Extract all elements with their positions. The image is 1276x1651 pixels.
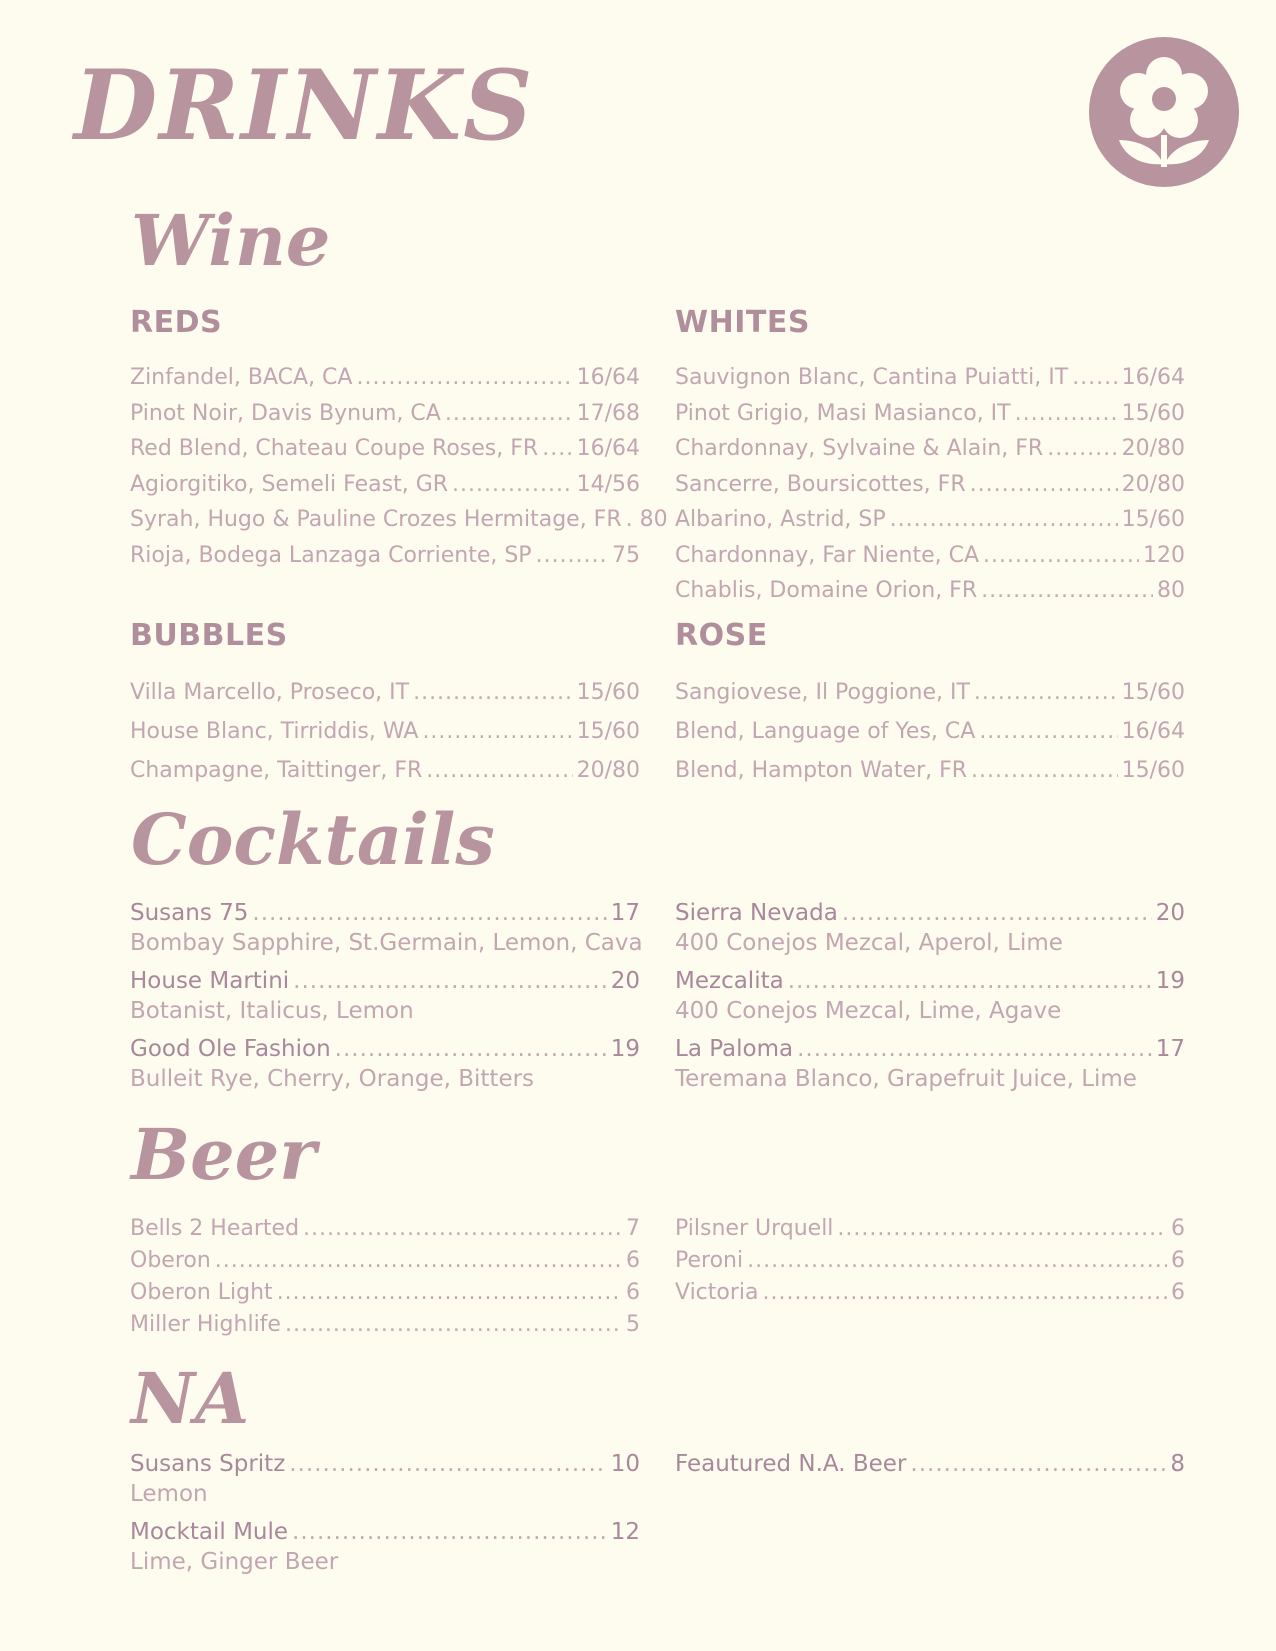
dot-leader xyxy=(979,712,1117,751)
item-name: Pilsner Urquell xyxy=(675,1216,834,1241)
menu-item xyxy=(130,396,640,432)
item-name: Victoria xyxy=(675,1280,759,1305)
item-price: 15/60 xyxy=(1121,758,1185,783)
cocktails-right xyxy=(675,898,1185,1102)
dot-leader xyxy=(426,751,572,790)
item-name: Albarino, Astrid, SP xyxy=(675,507,886,532)
item-price: 16/64 xyxy=(1121,719,1185,744)
menu-item xyxy=(130,966,640,1027)
dot-leader xyxy=(970,467,1118,503)
menu-item xyxy=(675,673,1185,712)
item-price: 17 xyxy=(610,900,640,926)
item-price: 19 xyxy=(1155,968,1185,994)
menu-item-row xyxy=(675,467,1185,503)
rose-category xyxy=(675,618,1185,790)
menu-item-row xyxy=(675,502,1185,538)
item-name: House Martini xyxy=(130,968,290,994)
menu-item xyxy=(675,1277,1185,1309)
menu-item xyxy=(130,1034,640,1095)
item-list xyxy=(675,1213,1185,1309)
item-name: Miller Highlife xyxy=(130,1312,281,1337)
item-name: Blend, Hampton Water, FR xyxy=(675,758,968,783)
menu-item-row xyxy=(130,1034,640,1064)
menu-item-row xyxy=(675,1277,1185,1309)
menu-item-row xyxy=(675,966,1185,996)
menu-item xyxy=(130,1277,640,1309)
menu-item xyxy=(130,1309,640,1341)
menu-item-row xyxy=(130,1213,640,1245)
menu-item-row xyxy=(130,1449,640,1479)
menu-item xyxy=(130,431,640,467)
dot-leader xyxy=(445,396,573,432)
menu-item xyxy=(130,360,640,396)
dot-leader xyxy=(981,573,1153,609)
item-name: Villa Marcello, Proseco, IT xyxy=(130,680,410,705)
dot-leader xyxy=(1047,431,1117,467)
menu-item-row xyxy=(130,502,668,538)
category-heading: BUBBLES xyxy=(130,618,288,653)
menu-item xyxy=(130,712,640,751)
menu-item-row xyxy=(130,751,640,790)
item-price: 19 xyxy=(610,1036,640,1062)
category-heading: REDS xyxy=(130,305,223,340)
page-title: DRINKS xyxy=(74,49,535,162)
dot-leader xyxy=(837,1213,1167,1245)
item-price: 80 xyxy=(639,507,668,532)
item-name: Zinfandel, BACA, CA xyxy=(130,365,353,390)
na-right xyxy=(675,1449,1185,1486)
dot-leader xyxy=(536,538,608,574)
menu-item xyxy=(675,573,1185,609)
section-title-na: NA xyxy=(131,1357,250,1440)
menu-item xyxy=(130,502,668,538)
menu-item-row xyxy=(130,1517,640,1547)
menu-item xyxy=(675,431,1185,467)
dot-leader xyxy=(747,1245,1167,1277)
item-description: Teremana Blanco, Grapefruit Juice, Lime xyxy=(675,1066,1137,1092)
dot-leader xyxy=(983,538,1139,574)
item-price: 20/80 xyxy=(576,758,640,783)
item-price: 17 xyxy=(1155,1036,1185,1062)
menu-item-row xyxy=(675,712,1185,751)
dot-leader xyxy=(422,712,572,751)
item-price: 6 xyxy=(626,1248,640,1273)
item-price: 14/56 xyxy=(576,471,640,497)
menu-item xyxy=(675,360,1185,396)
item-price: 16/64 xyxy=(576,436,640,461)
item-price: 20/80 xyxy=(1121,436,1185,461)
menu-item-row xyxy=(130,360,640,396)
beer-left xyxy=(130,1213,640,1341)
dot-leader xyxy=(842,898,1152,928)
menu-item xyxy=(130,1213,640,1245)
item-name: Sauvignon Blanc, Cantina Puiatti, IT xyxy=(675,365,1069,390)
item-name: Bells 2 Hearted xyxy=(130,1216,300,1241)
menu-item xyxy=(675,1034,1185,1095)
dot-leader xyxy=(971,751,1118,790)
item-name: Pinot Noir, Davis Bynum, CA xyxy=(130,400,441,426)
item-price: 5 xyxy=(626,1312,640,1337)
item-description: 400 Conejos Mezcal, Lime, Agave xyxy=(675,998,1062,1024)
menu-item-row xyxy=(130,538,640,574)
dot-leader xyxy=(285,1309,622,1341)
item-description: Bombay Sapphire, St.Germain, Lemon, Cava xyxy=(130,930,643,956)
item-list xyxy=(675,360,1185,609)
item-name: Mocktail Mule xyxy=(130,1519,289,1545)
menu-item xyxy=(675,1449,1185,1479)
item-name: Chardonnay, Sylvaine & Alain, FR xyxy=(675,436,1044,461)
menu-item-row xyxy=(130,396,640,432)
menu-item-row xyxy=(130,673,640,712)
menu-item xyxy=(675,467,1185,503)
dot-leader xyxy=(797,1034,1152,1064)
item-description: Bulleit Rye, Cherry, Orange, Bitters xyxy=(130,1066,535,1092)
item-name: Red Blend, Chateau Coupe Roses, FR xyxy=(130,436,539,461)
dot-leader xyxy=(252,898,606,928)
menu-item-row xyxy=(130,1309,640,1341)
menu-item-row xyxy=(130,712,640,751)
dot-leader xyxy=(356,360,572,396)
dot-leader xyxy=(292,1517,607,1547)
item-name: Pinot Grigio, Masi Masianco, IT xyxy=(675,400,1011,426)
item-description: Lemon xyxy=(130,1481,208,1507)
item-price: 6 xyxy=(1171,1216,1185,1241)
item-name: Blend, Language of Yes, CA xyxy=(675,719,976,744)
section-title-cocktails: Cocktails xyxy=(131,798,495,881)
item-price: 15/60 xyxy=(576,680,640,705)
dot-leader xyxy=(335,1034,607,1064)
item-price: 15/60 xyxy=(576,719,640,744)
menu-item xyxy=(130,898,643,959)
beer-right xyxy=(675,1213,1185,1309)
item-name: Chablis, Domaine Orion, FR xyxy=(675,578,978,603)
item-name: Oberon Light xyxy=(130,1280,273,1305)
dot-leader xyxy=(452,467,573,503)
category-heading: ROSE xyxy=(675,618,768,653)
item-name: Susans 75 xyxy=(130,900,249,926)
menu-item xyxy=(130,1517,640,1578)
reds-category xyxy=(130,305,668,573)
item-name: Susans Spritz xyxy=(130,1451,286,1477)
item-name: Sancerre, Boursicottes, FR xyxy=(675,471,966,497)
menu-item-row xyxy=(130,467,640,503)
item-name: Rioja, Bodega Lanzaga Corriente, SP xyxy=(130,542,532,568)
menu-item xyxy=(675,1245,1185,1277)
menu-item xyxy=(130,1449,640,1510)
item-description: 400 Conejos Mezcal, Aperol, Lime xyxy=(675,930,1063,956)
item-price: 16/64 xyxy=(576,365,640,390)
menu-item-row xyxy=(675,396,1185,432)
menu-item-row xyxy=(130,431,640,467)
item-name: Agiorgitiko, Semeli Feast, GR xyxy=(130,471,449,497)
item-name: Good Ole Fashion xyxy=(130,1036,331,1062)
dot-leader xyxy=(890,502,1118,538)
item-price: 20/80 xyxy=(1121,471,1185,497)
menu-item xyxy=(675,396,1185,432)
menu-item xyxy=(675,502,1185,538)
dot-leader xyxy=(1072,360,1117,396)
item-price: 20 xyxy=(1155,900,1185,926)
item-price: 15/60 xyxy=(1121,400,1185,426)
item-price: 17/68 xyxy=(576,400,640,426)
whites-category xyxy=(675,305,1185,609)
menu-item-row xyxy=(675,360,1185,396)
bubbles-category xyxy=(130,618,640,790)
item-price: 15/60 xyxy=(1121,507,1185,532)
menu-item xyxy=(130,538,640,574)
item-name: Chardonnay, Far Niente, CA xyxy=(675,542,980,568)
dot-leader xyxy=(542,431,572,467)
dot-leader xyxy=(1015,396,1118,432)
menu-item xyxy=(130,1245,640,1277)
item-name: Oberon xyxy=(130,1248,211,1273)
menu-item-row xyxy=(675,431,1185,467)
menu-item xyxy=(130,751,640,790)
item-list xyxy=(675,673,1185,790)
na-left xyxy=(130,1449,640,1585)
item-description: Lime, Ginger Beer xyxy=(130,1549,339,1575)
menu-item xyxy=(675,538,1185,574)
item-price: 6 xyxy=(1171,1280,1185,1305)
menu-item-row xyxy=(675,673,1185,712)
section-title-beer: Beer xyxy=(131,1113,317,1196)
dot-leader xyxy=(910,1449,1166,1479)
item-name: House Blanc, Tirriddis, WA xyxy=(130,719,419,744)
menu-item xyxy=(130,673,640,712)
item-list xyxy=(130,1213,640,1341)
item-price: 120 xyxy=(1143,542,1185,568)
item-price: 7 xyxy=(626,1216,640,1241)
dot-leader xyxy=(788,966,1152,996)
dot-leader xyxy=(763,1277,1168,1309)
item-price: 75 xyxy=(612,542,640,568)
item-name: Feautured N.A. Beer xyxy=(675,1451,907,1477)
item-list xyxy=(675,898,1185,1095)
menu-item-row xyxy=(675,1449,1185,1479)
item-name: Sangiovese, Il Poggione, IT xyxy=(675,680,970,705)
item-price: 80 xyxy=(1157,578,1185,603)
menu-item xyxy=(675,712,1185,751)
menu-item xyxy=(130,467,640,503)
menu-item-row xyxy=(675,751,1185,790)
dot-leader xyxy=(413,673,573,712)
menu-item xyxy=(675,751,1185,790)
item-price: 6 xyxy=(1171,1248,1185,1273)
item-price: 15/60 xyxy=(1121,680,1185,705)
category-heading: WHITES xyxy=(675,305,810,340)
item-name: Syrah, Hugo & Pauline Crozes Hermitage, FR xyxy=(130,507,622,532)
menu-item-row xyxy=(130,1245,640,1277)
item-price: 12 xyxy=(610,1519,640,1545)
dot-leader xyxy=(974,673,1118,712)
menu-item xyxy=(675,1213,1185,1245)
item-list xyxy=(130,360,668,573)
section-title-wine: Wine xyxy=(131,199,331,282)
item-name: Champagne, Taittinger, FR xyxy=(130,758,423,783)
item-list xyxy=(130,673,640,790)
menu-item-row xyxy=(675,1213,1185,1245)
dot-leader xyxy=(293,966,607,996)
menu-item-row xyxy=(130,966,640,996)
menu-item xyxy=(675,966,1185,1027)
item-price: 10 xyxy=(610,1451,640,1477)
item-price: 20 xyxy=(610,968,640,994)
dot-leader xyxy=(277,1277,622,1309)
menu-item-row xyxy=(130,1277,640,1309)
item-price: 6 xyxy=(626,1280,640,1305)
menu-item xyxy=(675,898,1185,959)
item-price: 8 xyxy=(1170,1451,1185,1477)
item-list xyxy=(130,1449,640,1578)
item-name: Peroni xyxy=(675,1248,744,1273)
item-description: Botanist, Italicus, Lemon xyxy=(130,998,414,1024)
menu-item-row xyxy=(675,898,1185,928)
dot-leader xyxy=(626,502,636,538)
menu-item-row xyxy=(675,573,1185,609)
menu-item-row xyxy=(675,538,1185,574)
flower-icon xyxy=(1089,37,1239,187)
item-list xyxy=(675,1449,1185,1479)
menu-item-row xyxy=(130,898,640,928)
cocktails-left xyxy=(130,898,643,1102)
menu-item-row xyxy=(675,1034,1185,1064)
item-price: 16/64 xyxy=(1121,365,1185,390)
item-name: La Paloma xyxy=(675,1036,794,1062)
item-name: Sierra Nevada xyxy=(675,900,838,926)
item-list xyxy=(130,898,643,1095)
dot-leader xyxy=(289,1449,606,1479)
dot-leader xyxy=(215,1245,622,1277)
item-name: Mezcalita xyxy=(675,968,784,994)
menu-item-row xyxy=(675,1245,1185,1277)
dot-leader xyxy=(303,1213,622,1245)
